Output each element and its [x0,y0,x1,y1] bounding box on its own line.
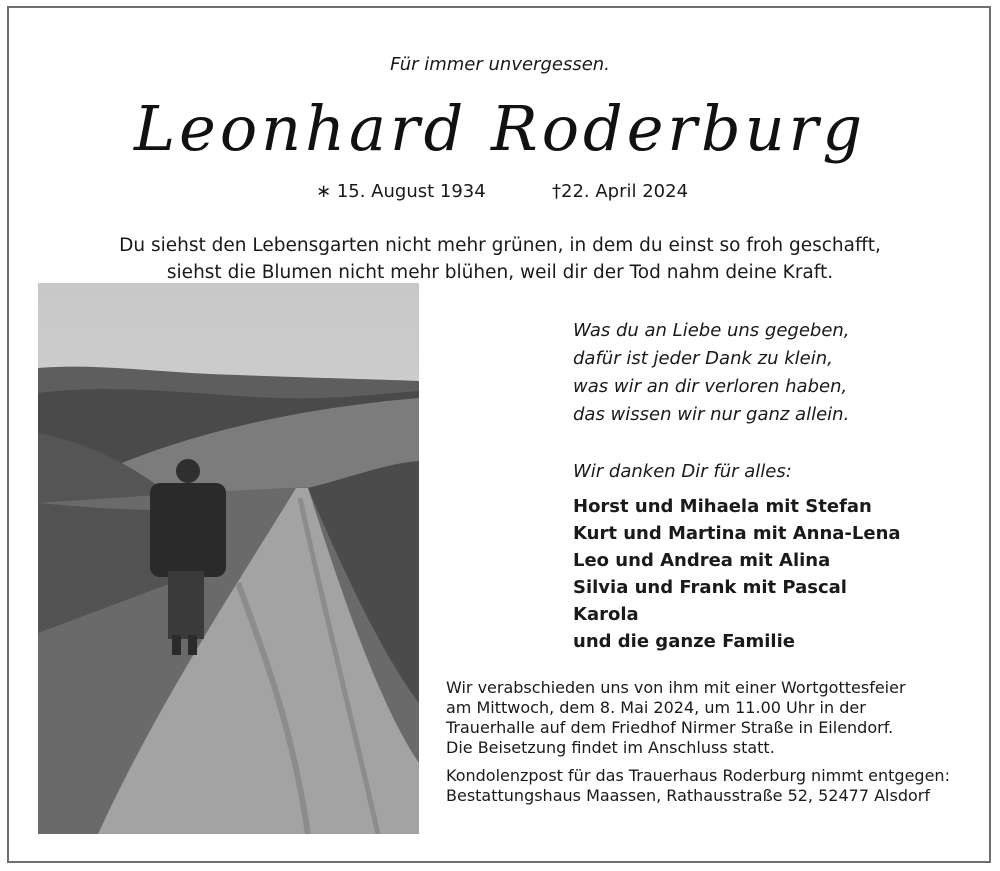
service-line: Wir verabschieden uns von ihm mit einer Wortgottesfeier [446,678,906,697]
family-member: Kurt und Martina mit Anna-Lena [573,523,901,544]
birth-date-text: 15. August 1934 [336,181,486,202]
service-info [446,678,906,758]
service-line: Die Beisetzung findet im Anschluss statt. [446,738,775,757]
family-member: Karola [573,604,639,625]
verse-secondary-line: was wir an dir verloren haben, [573,376,848,397]
death-date-text: 22. April 2024 [561,181,689,202]
verse-secondary-line: Was du an Liebe uns gegeben, [573,320,850,341]
verse-secondary-line: das wissen wir nur ganz allein. [573,404,850,425]
thanks-heading: Wir danken Dir für alles: [573,461,792,482]
verse-secondary [573,317,850,429]
birth-date [316,181,486,202]
family-list [573,493,901,655]
condolence-line: Bestattungshaus Maassen, Rathausstraße 52, 52477 Alsdorf [446,786,930,805]
memorial-photo [38,283,419,834]
tagline: Für immer unvergessen. [390,54,610,75]
star-icon: ∗ [316,181,332,202]
verse-main [0,232,1000,286]
photo-path-walker [38,283,419,834]
family-member: Horst und Mihaela mit Stefan [573,496,872,517]
family-member: Leo und Andrea mit Alina [573,550,831,571]
family-member: Silvia und Frank mit Pascal [573,577,847,598]
deceased-name: Leonhard Roderburg [133,92,867,165]
service-line: am Mittwoch, dem 8. Mai 2024, um 11.00 Uhr in der [446,698,866,717]
verse-secondary-line: dafür ist jeder Dank zu klein, [573,348,833,369]
death-date [552,181,688,202]
family-member: und die ganze Familie [573,631,795,652]
condolence-line: Kondolenzpost für das Trauerhaus Roderburg nimmt entgegen: [446,766,950,785]
service-line: Trauerhalle auf dem Friedhof Nirmer Straße in Eilendorf. [446,718,894,737]
verse-main-line: siehst die Blumen nicht mehr blühen, weil dir der Tod nahm deine Kraft. [166,262,834,283]
verse-main-line: Du siehst den Lebensgarten nicht mehr grünen, in dem du einst so froh geschafft, [119,235,881,256]
cross-icon: † [552,181,561,202]
condolence-info [446,766,950,806]
